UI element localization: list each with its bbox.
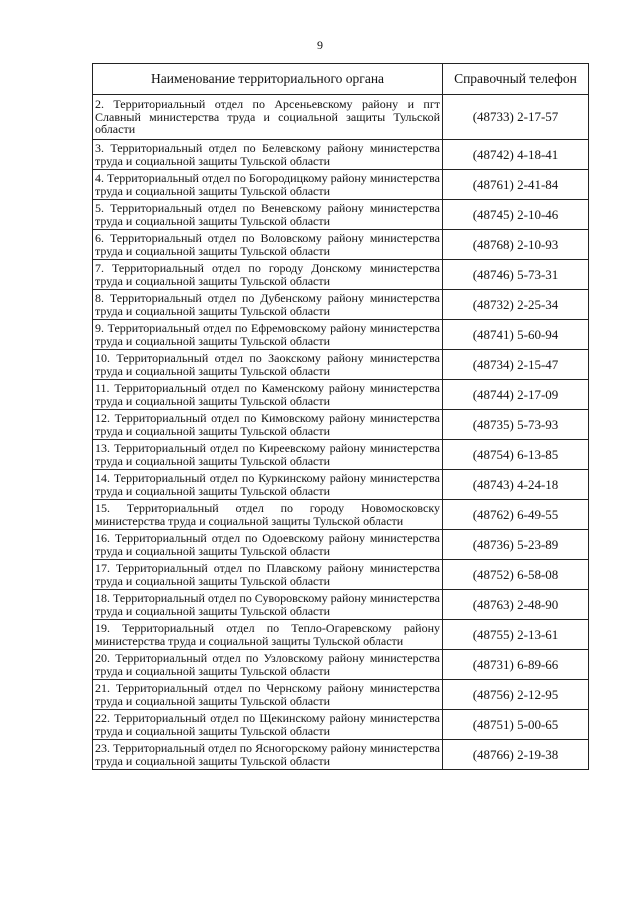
page-number: 9 [317, 38, 323, 52]
office-name-cell: 5. Территориальный отдел по Веневскому району министерства труда и социальной защиты Тульской области [93, 200, 443, 230]
table-row [93, 380, 589, 410]
office-name-cell: 19. Территориальный отдел по Тепло-Огаревскому району министерства труда и социальной защиты Тульской области [93, 620, 443, 650]
phone-cell: (48744) 2-17-09 [443, 380, 589, 410]
table-row [93, 530, 589, 560]
phone-cell: (48733) 2-17-57 [443, 95, 589, 140]
table-row [93, 320, 589, 350]
phone-cell: (48746) 5-73-31 [443, 260, 589, 290]
phone-cell: (48732) 2-25-34 [443, 290, 589, 320]
phone-cell: (48736) 5-23-89 [443, 530, 589, 560]
table-row [93, 500, 589, 530]
office-name-cell: 8. Территориальный отдел по Дубенскому району министерства труда и социальной защиты Тульской области [93, 290, 443, 320]
phone-cell: (48752) 6-58-08 [443, 560, 589, 590]
table-row [93, 350, 589, 380]
table-row [93, 650, 589, 680]
phone-cell: (48768) 2-10-93 [443, 230, 589, 260]
phone-cell: (48751) 5-00-65 [443, 710, 589, 740]
phone-cell: (48756) 2-12-95 [443, 680, 589, 710]
phone-cell: (48763) 2-48-90 [443, 590, 589, 620]
phone-cell: (48762) 6-49-55 [443, 500, 589, 530]
office-name-cell: 22. Территориальный отдел по Щекинскому району министерства труда и социальной защиты Тульской области [93, 710, 443, 740]
table-row [93, 410, 589, 440]
table-row [93, 290, 589, 320]
office-name-cell: 21. Территориальный отдел по Чернскому району министерства труда и социальной защиты Тульской области [93, 680, 443, 710]
office-name-cell: 20. Территориальный отдел по Узловскому району министерства труда и социальной защиты Тульской области [93, 650, 443, 680]
table-row [93, 170, 589, 200]
phone-cell: (48745) 2-10-46 [443, 200, 589, 230]
office-name-cell: 14. Территориальный отдел по Куркинскому району министерства труда и социальной защиты Тульской области [93, 470, 443, 500]
phone-cell: (48754) 6-13-85 [443, 440, 589, 470]
office-name-cell: 13. Территориальный отдел по Киреевскому району министерства труда и социальной защиты Тульской области [93, 440, 443, 470]
office-name-cell: 3. Территориальный отдел по Белевскому району министерства труда и социальной защиты Тульской области [93, 140, 443, 170]
column-header-name: Наименование территориального органа [93, 64, 443, 95]
table-row [93, 590, 589, 620]
phone-cell: (48761) 2-41-84 [443, 170, 589, 200]
office-name-cell: 2. Территориальный отдел по Арсеньевскому району и пгт Славный министерства труда и социальной защиты Тульской области [93, 95, 443, 140]
table-row [93, 680, 589, 710]
territorial-offices-table [92, 63, 589, 770]
phone-cell: (48766) 2-19-38 [443, 740, 589, 770]
office-name-cell: 10. Территориальный отдел по Заокскому району министерства труда и социальной защиты Тульской области [93, 350, 443, 380]
office-name-cell: 6. Территориальный отдел по Воловскому району министерства труда и социальной защиты Тульской области [93, 230, 443, 260]
office-name-cell: 15. Территориальный отдел по городу Новомосковску министерства труда и социальной защиты Тульской области [93, 500, 443, 530]
phone-cell: (48743) 4-24-18 [443, 470, 589, 500]
table-row [93, 260, 589, 290]
column-header-phone: Справочный телефон [443, 64, 589, 95]
phone-cell: (48735) 5-73-93 [443, 410, 589, 440]
table-row [93, 140, 589, 170]
table-row [93, 710, 589, 740]
office-name-cell: 9. Территориальный отдел по Ефремовскому району министерства труда и социальной защиты Тульской области [93, 320, 443, 350]
office-name-cell: 23. Территориальный отдел по Ясногорскому району министерства труда и социальной защиты Тульской области [93, 740, 443, 770]
office-name-cell: 11. Территориальный отдел по Каменскому району министерства труда и социальной защиты Тульской области [93, 380, 443, 410]
phone-cell: (48755) 2-13-61 [443, 620, 589, 650]
table-row [93, 740, 589, 770]
office-name-cell: 12. Территориальный отдел по Кимовскому району министерства труда и социальной защиты Тульской области [93, 410, 443, 440]
table-row [93, 200, 589, 230]
office-name-cell: 17. Территориальный отдел по Плавскому району министерства труда и социальной защиты Тульской области [93, 560, 443, 590]
table-header-row [93, 64, 589, 95]
phone-cell: (48741) 5-60-94 [443, 320, 589, 350]
table-row [93, 620, 589, 650]
table-row [93, 95, 589, 140]
office-name-cell: 7. Территориальный отдел по городу Донскому министерства труда и социальной защиты Тульской области [93, 260, 443, 290]
table-row [93, 560, 589, 590]
office-name-cell: 4. Территориальный отдел по Богородицкому району министерства труда и социальной защиты Тульской области [93, 170, 443, 200]
table-row [93, 440, 589, 470]
phone-cell: (48742) 4-18-41 [443, 140, 589, 170]
phone-cell: (48734) 2-15-47 [443, 350, 589, 380]
table-row [93, 470, 589, 500]
office-name-cell: 16. Территориальный отдел по Одоевскому району министерства труда и социальной защиты Тульской области [93, 530, 443, 560]
phone-cell: (48731) 6-89-66 [443, 650, 589, 680]
office-name-cell: 18. Территориальный отдел по Суворовскому району министерства труда и социальной защиты Тульской области [93, 590, 443, 620]
table-row [93, 230, 589, 260]
